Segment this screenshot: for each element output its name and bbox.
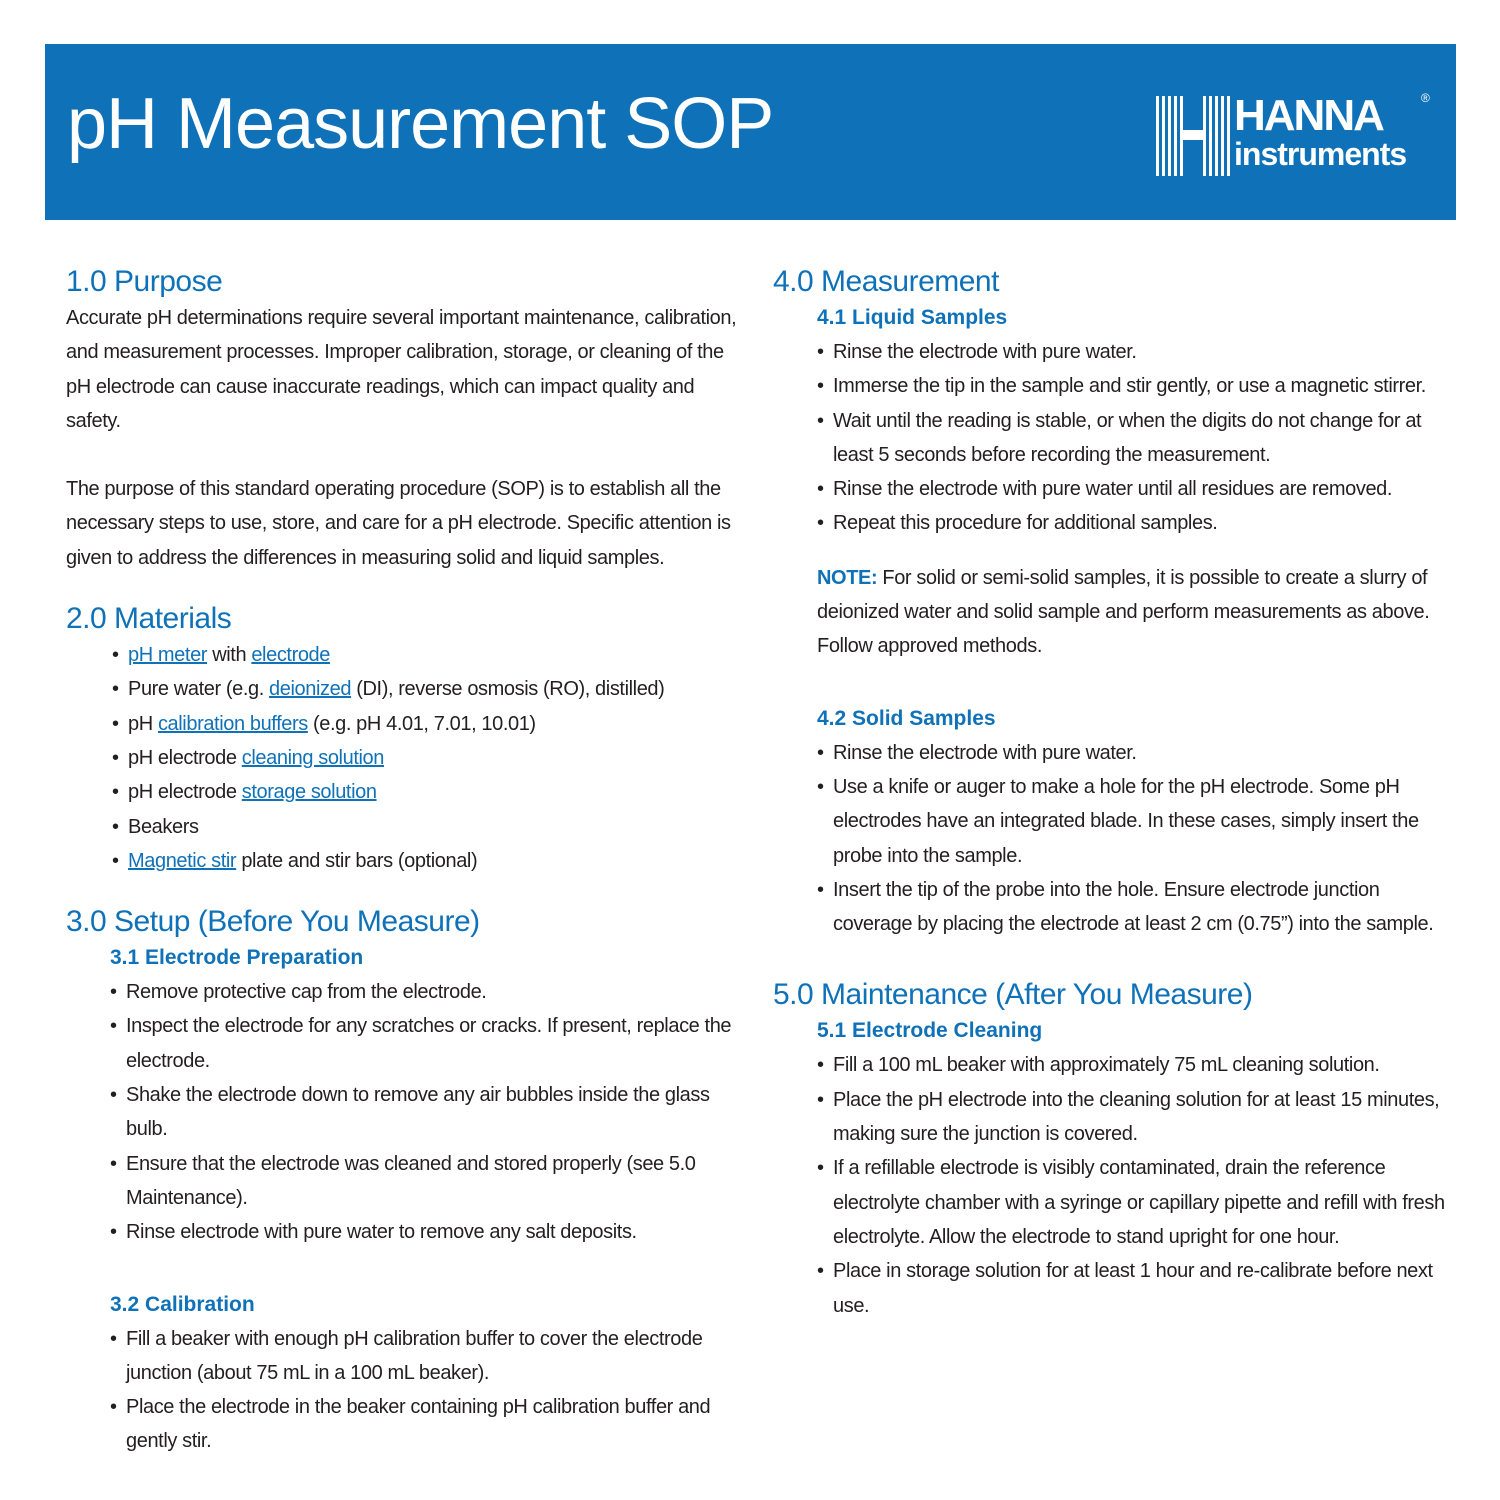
list-item: • pH electrode cleaning solution [112, 741, 746, 775]
note-paragraph [817, 561, 1463, 664]
subsection-electrode-preparation [66, 941, 746, 1459]
list-item: • Beakers [112, 810, 746, 844]
electrode-preparation-heading: 3.1 Electrode Preparation [110, 946, 364, 970]
list-item: • Magnetic stir plate and stir bars (optional) [112, 844, 746, 878]
section-maintenance [773, 975, 1463, 1322]
subsection-liquid-samples [773, 301, 1463, 941]
hanna-logo-icon [1156, 96, 1230, 176]
list-item: • Place the pH electrode into the cleaning solution for at least 15 minutes, making sure the junction is covered. [817, 1083, 1463, 1152]
right-column [773, 262, 1463, 1323]
list-item: • Rinse the electrode with pure water. [817, 736, 1463, 770]
setup-heading: 3.0 Setup (Before You Measure) [66, 905, 480, 939]
purpose-paragraph-1: Accurate pH determinations require several important maintenance, calibration, and measurement processes. Improper calibration, storage, or cleaning of the pH electrode can cause inaccurate readings, which can impact quality and safety. [66, 307, 737, 432]
list-item: • If a refillable electrode is visibly contaminated, drain the reference electrolyte chamber with a syringe or capillary pipette and refill with fresh electrolyte. Allow the electrode to stand upright for one hour. [817, 1151, 1463, 1254]
list-item: • Place the electrode in the beaker containing pH calibration buffer and gently stir. [110, 1390, 746, 1459]
calibration-list [110, 1322, 746, 1459]
maintenance-heading: 5.0 Maintenance (After You Measure) [773, 978, 1253, 1012]
section-measurement [773, 262, 1463, 941]
list-item: • Pure water (e.g. deionized (DI), reverse osmosis (RO), distilled) [112, 672, 746, 706]
list-item: • Ensure that the electrode was cleaned and stored properly (see 5.0 Maintenance). [110, 1147, 746, 1216]
calibration-heading: 3.2 Calibration [110, 1292, 255, 1316]
section-setup [66, 902, 746, 1459]
materials-list [66, 638, 746, 878]
left-column [66, 262, 746, 1459]
list-item: • pH meter with electrode [112, 638, 746, 672]
cleaning-solution-link[interactable]: cleaning solution [241, 746, 384, 769]
note-text: For solid or semi-solid samples, it is possible to create a slurry of deionized water and solid sample and perform measurements as above. Follow approved methods. [817, 566, 1430, 658]
electrode-cleaning-heading: 5.1 Electrode Cleaning [817, 1019, 1043, 1043]
list-item: • Fill a 100 mL beaker with approximately 75 mL cleaning solution. [817, 1048, 1463, 1082]
list-item: • Rinse the electrode with pure water until all residues are removed. [817, 472, 1463, 506]
note-label: NOTE: [817, 566, 878, 589]
deionized-link[interactable]: deionized [269, 678, 352, 701]
liquid-samples-list [817, 335, 1463, 541]
header-banner [45, 44, 1456, 220]
list-item: • Remove protective cap from the electrode. [110, 975, 746, 1009]
list-item: • Rinse electrode with pure water to remove any salt deposits. [110, 1215, 746, 1249]
solid-samples-list [817, 736, 1463, 942]
list-item: • Rinse the electrode with pure water. [817, 335, 1463, 369]
list-item: • Wait until the reading is stable, or when the digits do not change for at least 5 seconds before recording the measurement. [817, 404, 1463, 473]
list-item: • Fill a beaker with enough pH calibration buffer to cover the electrode junction (about 75 mL in a 100 mL beaker). [110, 1322, 746, 1391]
magnetic-stir-link[interactable]: Magnetic stir [128, 849, 237, 872]
section-purpose [66, 262, 746, 575]
calibration-buffers-link[interactable]: calibration buffers [157, 712, 308, 735]
logo-registered-mark: ® [1421, 91, 1430, 105]
electrode-link[interactable]: electrode [251, 644, 331, 667]
section-materials [66, 599, 746, 878]
list-item: • Inspect the electrode for any scratches or cracks. If present, replace the electrode. [110, 1009, 746, 1078]
page-title: pH Measurement SOP [67, 84, 774, 164]
liquid-samples-heading: 4.1 Liquid Samples [817, 306, 1008, 329]
list-item: • Immerse the tip in the sample and stir gently, or use a magnetic stirrer. [817, 369, 1463, 403]
electrode-cleaning-list [817, 1048, 1463, 1322]
materials-heading: 2.0 Materials [66, 602, 232, 636]
list-item: • pH electrode storage solution [112, 775, 746, 809]
storage-solution-link[interactable]: storage solution [241, 781, 377, 804]
subsection-electrode-cleaning [773, 1014, 1463, 1322]
solid-samples-heading: 4.2 Solid Samples [817, 706, 996, 730]
measurement-heading: 4.0 Measurement [773, 265, 999, 298]
purpose-heading: 1.0 Purpose [66, 265, 223, 298]
list-item: • Place in storage solution for at least 1 hour and re-calibrate before next use. [817, 1254, 1463, 1323]
electrode-preparation-list [110, 975, 746, 1249]
logo-subtitle: instruments [1234, 136, 1407, 172]
ph-meter-link[interactable]: pH meter [128, 644, 208, 667]
hanna-logo [1156, 91, 1436, 178]
list-item: • Shake the electrode down to remove any air bubbles inside the glass bulb. [110, 1078, 746, 1147]
logo-wordmark: HANNA [1234, 91, 1383, 140]
list-item: • Insert the tip of the probe into the hole. Ensure electrode junction coverage by placing the electrode at least 2 cm (0.75”) into the sample. [817, 873, 1463, 942]
purpose-paragraph-2: The purpose of this standard operating procedure (SOP) is to establish all the necessary steps to use, store, and care for a pH electrode. Specific attention is given to address the differences in measuring solid and liquid samples. [66, 478, 731, 569]
list-item: • Repeat this procedure for additional samples. [817, 506, 1463, 540]
list-item: • Use a knife or auger to make a hole for the pH electrode. Some pH electrodes have an integrated blade. In these cases, simply insert the probe into the sample. [817, 770, 1463, 873]
list-item: • pH calibration buffers (e.g. pH 4.01, 7.01, 10.01) [112, 707, 746, 741]
